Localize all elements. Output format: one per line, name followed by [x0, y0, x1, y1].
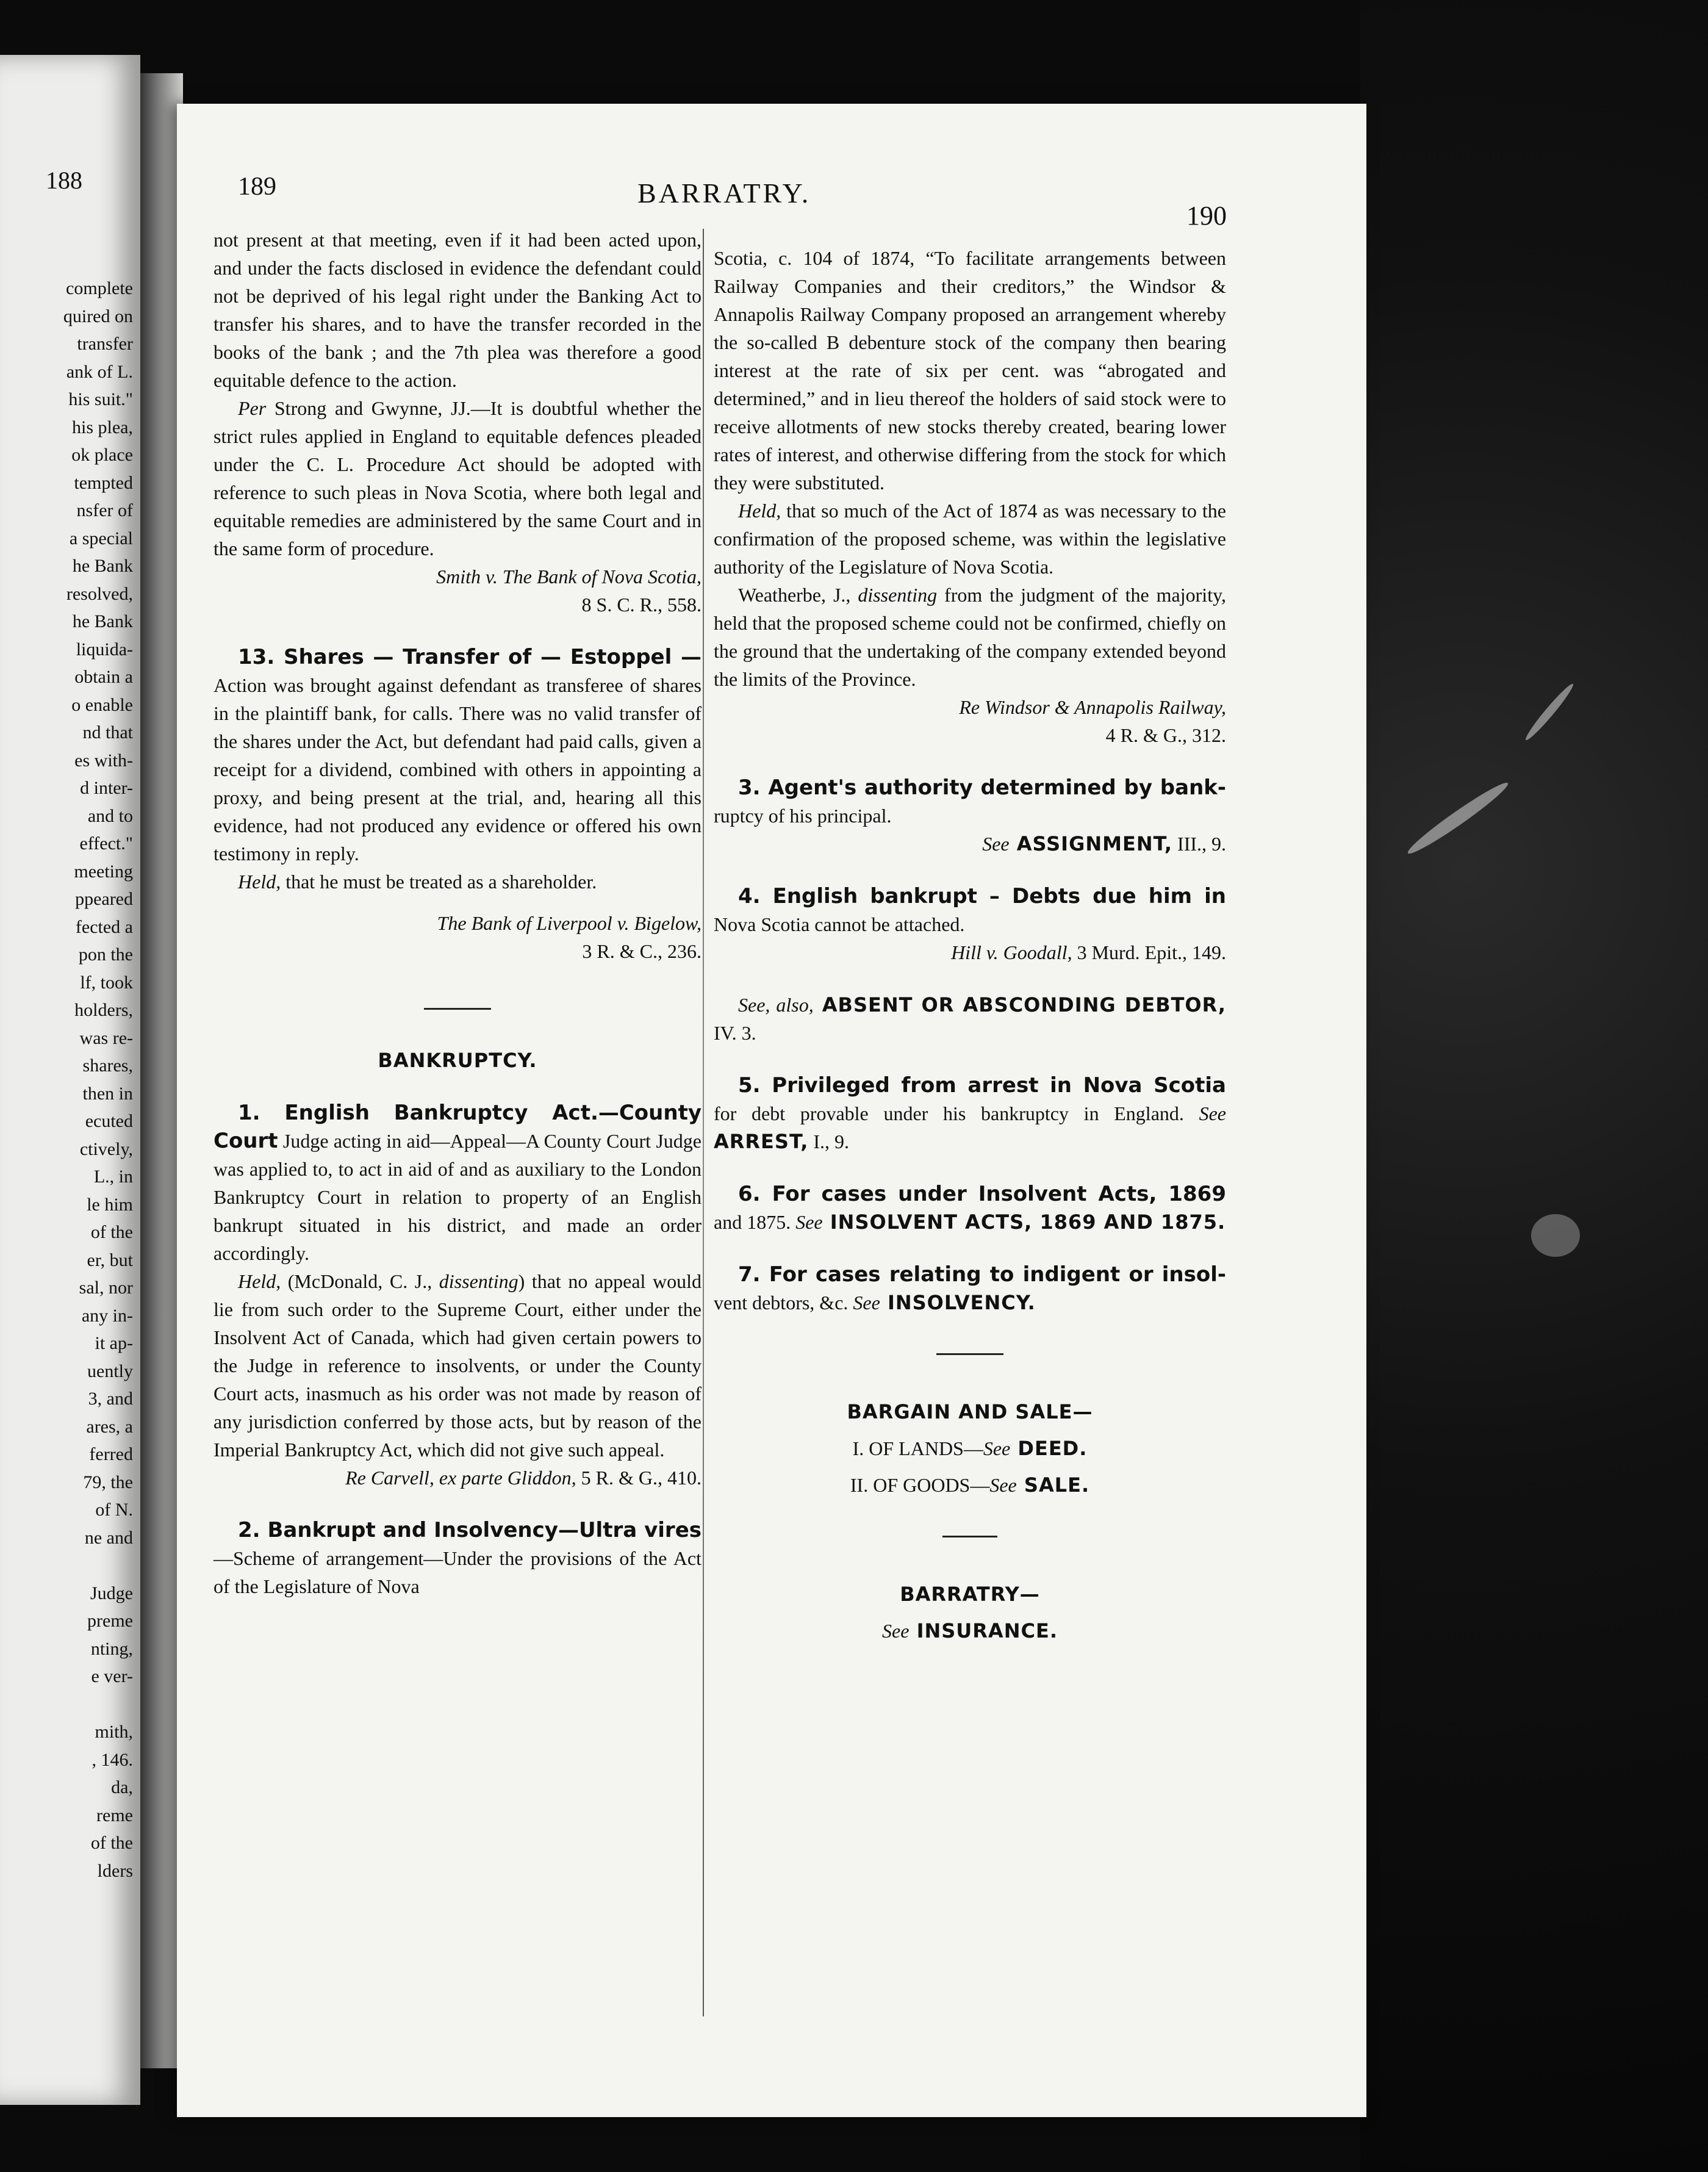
held-paragraph — [714, 497, 1226, 581]
text: ruptcy of his principal. — [714, 805, 892, 827]
left-page-fragment: uently — [87, 1361, 133, 1381]
left-page-fragment: ok place — [71, 445, 133, 465]
case-citation: The Bank of Liverpool v. Bigelow, — [437, 912, 702, 934]
reference-number: I., 9. — [808, 1131, 850, 1153]
left-page-fragment: and to — [87, 805, 133, 826]
digest-item-6 — [714, 1180, 1226, 1236]
scan-artifact — [1523, 681, 1576, 743]
left-page-fragment: lf, took — [80, 972, 133, 993]
left-page-fragment: he Bank — [72, 611, 133, 631]
left-page-fragment: shares, — [82, 1055, 133, 1076]
reference-title: ASSIGNMENT, — [1009, 832, 1173, 855]
scan-artifact — [1531, 1214, 1580, 1257]
see-label: See — [882, 1620, 910, 1642]
reference-title: DEED. — [1010, 1437, 1088, 1460]
left-page-fragment: 3, and — [88, 1389, 133, 1409]
scan-background — [1360, 0, 1708, 2172]
left-page-fragment: was re- — [79, 1027, 133, 1048]
paragraph — [214, 394, 702, 563]
left-page-fragment: of N. — [95, 1500, 133, 1520]
italic-text: dissenting — [439, 1270, 518, 1292]
text: ) that no appeal would lie from such order to the Supreme Court, either under the Insolvent Act of Canada, which had given certain powers to the Judge in reference to insolvents, or under the County Court acts, inasmuch as his order was not made by reason of any jurisdiction conferred by those acts, but by reason of the Imperial Bankruptcy Act, which did not give such appeal. — [214, 1270, 702, 1461]
text: —Scheme of arrangement—Under the provisions of the Act of the Legislature of Nova — [214, 1547, 702, 1597]
case-citation: Smith v. The Bank of Nova Scotia, — [436, 566, 702, 588]
left-page-fragment: es with- — [74, 750, 133, 771]
left-page-fragment: L., in — [93, 1167, 133, 1187]
text: II. OF GOODS— — [850, 1474, 990, 1496]
scan-artifact — [1404, 778, 1512, 859]
page-number-left: 189 — [238, 173, 276, 201]
case-reporter: 4 R. & G., 312. — [1105, 724, 1226, 746]
column-divider — [703, 229, 704, 2016]
italic-lead: Held, — [238, 871, 281, 893]
left-page-fragment: complete — [66, 278, 133, 298]
left-page-fragment: resolved, — [66, 583, 133, 604]
left-page-fragment: his plea, — [72, 417, 133, 437]
left-page-text-fragments — [0, 275, 133, 1885]
case-reporter: 3 Murd. Epit., 149. — [1072, 941, 1226, 963]
left-page-fragment: ares, a — [86, 1416, 133, 1437]
left-page-fragment: 79, the — [83, 1472, 133, 1492]
item-heading: 13. Shares — Transfer of — Estoppel — — [238, 645, 702, 669]
item-heading: 6. For cases under Insolvent Acts, 1869 — [738, 1182, 1226, 1206]
case-reporter: 8 S. C. R., 558. — [581, 594, 702, 616]
left-page-fragment: he Bank — [72, 556, 133, 576]
left-page-fragment: mith, — [95, 1722, 133, 1742]
column-right — [714, 244, 1226, 1645]
see-also-reference — [714, 991, 1226, 1047]
left-page-fragment — [0, 1552, 133, 1580]
cross-ref-line — [714, 1434, 1226, 1462]
left-page-fragment: pon the — [78, 944, 133, 965]
left-page-fragment: of the — [90, 1833, 133, 1853]
see-label: See — [848, 1292, 880, 1314]
case-citation: Re Windsor & Annapolis Railway, — [959, 696, 1226, 718]
left-page-fragment: ecuted — [85, 1111, 133, 1131]
left-page-fragment: obtain a — [74, 667, 133, 687]
left-page-fragment: Judge — [90, 1583, 133, 1603]
see-label: See — [989, 1474, 1017, 1496]
italic-text: dissenting — [858, 584, 938, 606]
cross-ref-heading: BARGAIN AND SALE— — [847, 1400, 1093, 1423]
left-page-fragment: nsfer of — [76, 500, 133, 520]
case-name: Re Carvell, ex parte Gliddon, — [345, 1467, 576, 1489]
held-paragraph — [214, 1267, 702, 1464]
see-label: See — [791, 1211, 823, 1233]
left-page-fragment: d inter- — [80, 778, 133, 798]
italic-lead: Held, — [238, 1270, 281, 1292]
left-page-fragment: e ver- — [91, 1666, 133, 1686]
left-page-fragment: any in- — [81, 1305, 133, 1326]
left-page-fragment: da, — [111, 1777, 133, 1797]
item-heading: 4. English bankrupt – Debts due him in — [738, 884, 1226, 908]
reference-title: INSOLVENT ACTS, 1869 AND 1875. — [822, 1210, 1226, 1234]
left-page-fragment: nd that — [82, 722, 133, 743]
digest-item-1 — [214, 1099, 702, 1267]
left-page-fragment: then in — [82, 1083, 133, 1104]
column-left — [214, 226, 702, 1600]
cross-ref-heading: BARRATRY— — [900, 1583, 1040, 1606]
case-reporter: 3 R. & C., 236. — [582, 940, 702, 962]
text: from the judgment of the majority, held that the proposed scheme could not be confirmed, chiefly on the ground that the undertaking of the company extended beyond the limits of the Province. — [714, 584, 1226, 690]
text: for debt provable under his bankruptcy in England. — [714, 1102, 1184, 1124]
section-rule — [424, 1008, 491, 1010]
see-reference — [714, 830, 1226, 858]
digest-item-2 — [214, 1516, 702, 1600]
see-label: See — [982, 833, 1010, 855]
left-page-fragment: er, but — [87, 1250, 133, 1270]
left-page-fragment: his suit." — [68, 389, 133, 409]
left-page-fragment: ctively, — [79, 1138, 133, 1159]
section-rule — [942, 1536, 997, 1537]
dissent-paragraph — [714, 581, 1226, 693]
left-page-fragment: lders — [97, 1860, 133, 1881]
digest-item-5 — [714, 1071, 1226, 1156]
left-page-fragment: ne and — [84, 1527, 133, 1548]
case-citation — [214, 1464, 702, 1492]
reference-title: INSOLVENCY. — [880, 1291, 1036, 1314]
text: that so much of the Act of 1874 as was necessary to the confirmation of the proposed scheme, was within the legislative authority of the Legislature of Nova Scotia. — [714, 500, 1226, 578]
left-page-fragment: fected a — [75, 916, 133, 937]
reference-number: IV. 3. — [714, 1022, 756, 1044]
digest-item-7 — [714, 1260, 1226, 1317]
text: Judge acting in aid—Appeal—A County Court Judge was applied to, to act in aid of and as auxiliary to the London Bankruptcy Court in relation to property of an English bankrupt situated in his district, and made an order accordingly. — [214, 1130, 702, 1264]
text: Weatherbe, J., — [738, 584, 858, 606]
text: and 1875. — [714, 1211, 791, 1233]
case-name: Hill v. Goodall, — [951, 941, 1072, 963]
left-page-fragment: meeting — [74, 861, 133, 882]
item-heading: 1. English Bankruptcy Act.—County Court — [214, 1101, 702, 1153]
reference-number: III., 9. — [1172, 833, 1226, 855]
running-head: BARRATRY. — [637, 178, 811, 209]
see-label: See — [1183, 1102, 1227, 1124]
left-page-fragment: effect." — [79, 833, 133, 854]
italic-lead: Held, — [738, 500, 781, 522]
left-page-fragment: ferred — [89, 1444, 133, 1464]
left-page-fragment: of the — [90, 1222, 133, 1242]
text: Action was brought against defendant as transferee of shares in the plaintiff bank, for calls. There was no valid transfer of the shares under the Act, but defendant had paid calls, given a receipt for a dividend, combined with others in appointing a proxy, and being present at the trial, and, hearing all this evidence, had not produced any evidence or offered his own testimony in reply. — [214, 674, 702, 865]
see-label: See, also, — [738, 994, 814, 1016]
text: Strong and Gwynne, JJ.—It is doubtful whether the strict rules applied in England to equitable defences pleaded under the C. L. Procedure Act should be adopted with reference to such pleas in Nova Scotia, where both legal and equitable remedies are administered by the same Court and in the same form of procedure. — [214, 397, 702, 559]
text: I. OF LANDS— — [852, 1437, 983, 1459]
left-page — [0, 55, 140, 2105]
italic-lead: Per — [238, 397, 267, 419]
left-page-fragment: , 146. — [92, 1749, 133, 1770]
left-page-fragment: transfer — [77, 334, 133, 354]
text: that he must be treated as a shareholder. — [281, 871, 597, 893]
case-citation — [714, 938, 1226, 966]
left-page-fragment: a special — [69, 528, 133, 548]
section-heading: BANKRUPTCY. — [378, 1049, 537, 1072]
item-heading: 7. For cases relating to indigent or insol- — [738, 1262, 1226, 1287]
left-page-fragment: le him — [87, 1194, 133, 1215]
left-page-fragment: holders, — [74, 1000, 133, 1020]
left-page-fragment: liquida- — [76, 639, 133, 660]
digest-item-4 — [714, 882, 1226, 938]
paragraph: Scotia, c. 104 of 1874, “To facilitate arrangements between Railway Companies and their creditors,” the Windsor & Annapolis Railway Company proposed an arrangement whereby the so-called B debenture stock of the company then bearing interest at the rate of six per cent. was “abrogated and determined,” and in lieu thereof the holders of said stock were to receive allotments of new stocks thereby created, bearing lower rates of interest, and otherwise differing from the stock for which they were substituted. — [714, 247, 1226, 494]
paragraph: not present at that meeting, even if it had been acted upon, and under the facts disclosed in evidence the defendant could not be deprived of his legal right under the Banking Act to transfer his shares, and to have the transfer recorded in the books of the bank ; and the 7th plea was therefore a good equitable defence to the action. — [214, 229, 702, 391]
reference-title: ABSENT OR ABSCONDING DEBTOR, — [813, 993, 1227, 1016]
left-page-number: 188 — [46, 167, 82, 194]
reference-title: INSURANCE. — [909, 1619, 1058, 1642]
text: vent debtors, &c. — [714, 1292, 849, 1314]
cross-ref-line — [714, 1617, 1226, 1645]
left-page-fragment: tempted — [74, 472, 133, 493]
digest-item-3 — [714, 774, 1226, 830]
item-heading: 2. Bankrupt and Insolvency—Ultra vires — [238, 1518, 702, 1542]
left-page-fragment: o enable — [71, 694, 133, 715]
case-reporter: 5 R. & G., 410. — [576, 1467, 702, 1489]
digest-item-13 — [214, 643, 702, 868]
left-page-fragment: ppeared — [75, 889, 133, 909]
left-page-fragment — [0, 1691, 133, 1719]
see-label: See — [983, 1437, 1011, 1459]
item-heading: 5. Privileged from arrest in Nova Scotia — [738, 1073, 1226, 1098]
left-page-fragment: reme — [96, 1805, 133, 1825]
text: Nova Scotia cannot be attached. — [714, 913, 965, 935]
left-page-fragment: preme — [87, 1611, 133, 1631]
reference-title: ARREST, — [714, 1130, 809, 1153]
item-heading: 3. Agent's authority determined by bank- — [738, 775, 1226, 800]
section-rule — [936, 1353, 1003, 1355]
left-page-fragment: sal, nor — [79, 1278, 133, 1298]
left-page-fragment: nting, — [90, 1638, 133, 1659]
reference-title: SALE. — [1016, 1473, 1090, 1497]
text: (McDonald, C. J., — [281, 1270, 439, 1292]
cross-ref-line — [714, 1471, 1226, 1499]
left-page-fragment: ank of L. — [66, 361, 133, 382]
page-number-right: 190 — [1186, 201, 1227, 231]
left-page-fragment: quired on — [63, 306, 133, 326]
right-page — [177, 104, 1366, 2117]
held-paragraph — [214, 868, 702, 896]
left-page-fragment: it ap- — [95, 1333, 133, 1353]
